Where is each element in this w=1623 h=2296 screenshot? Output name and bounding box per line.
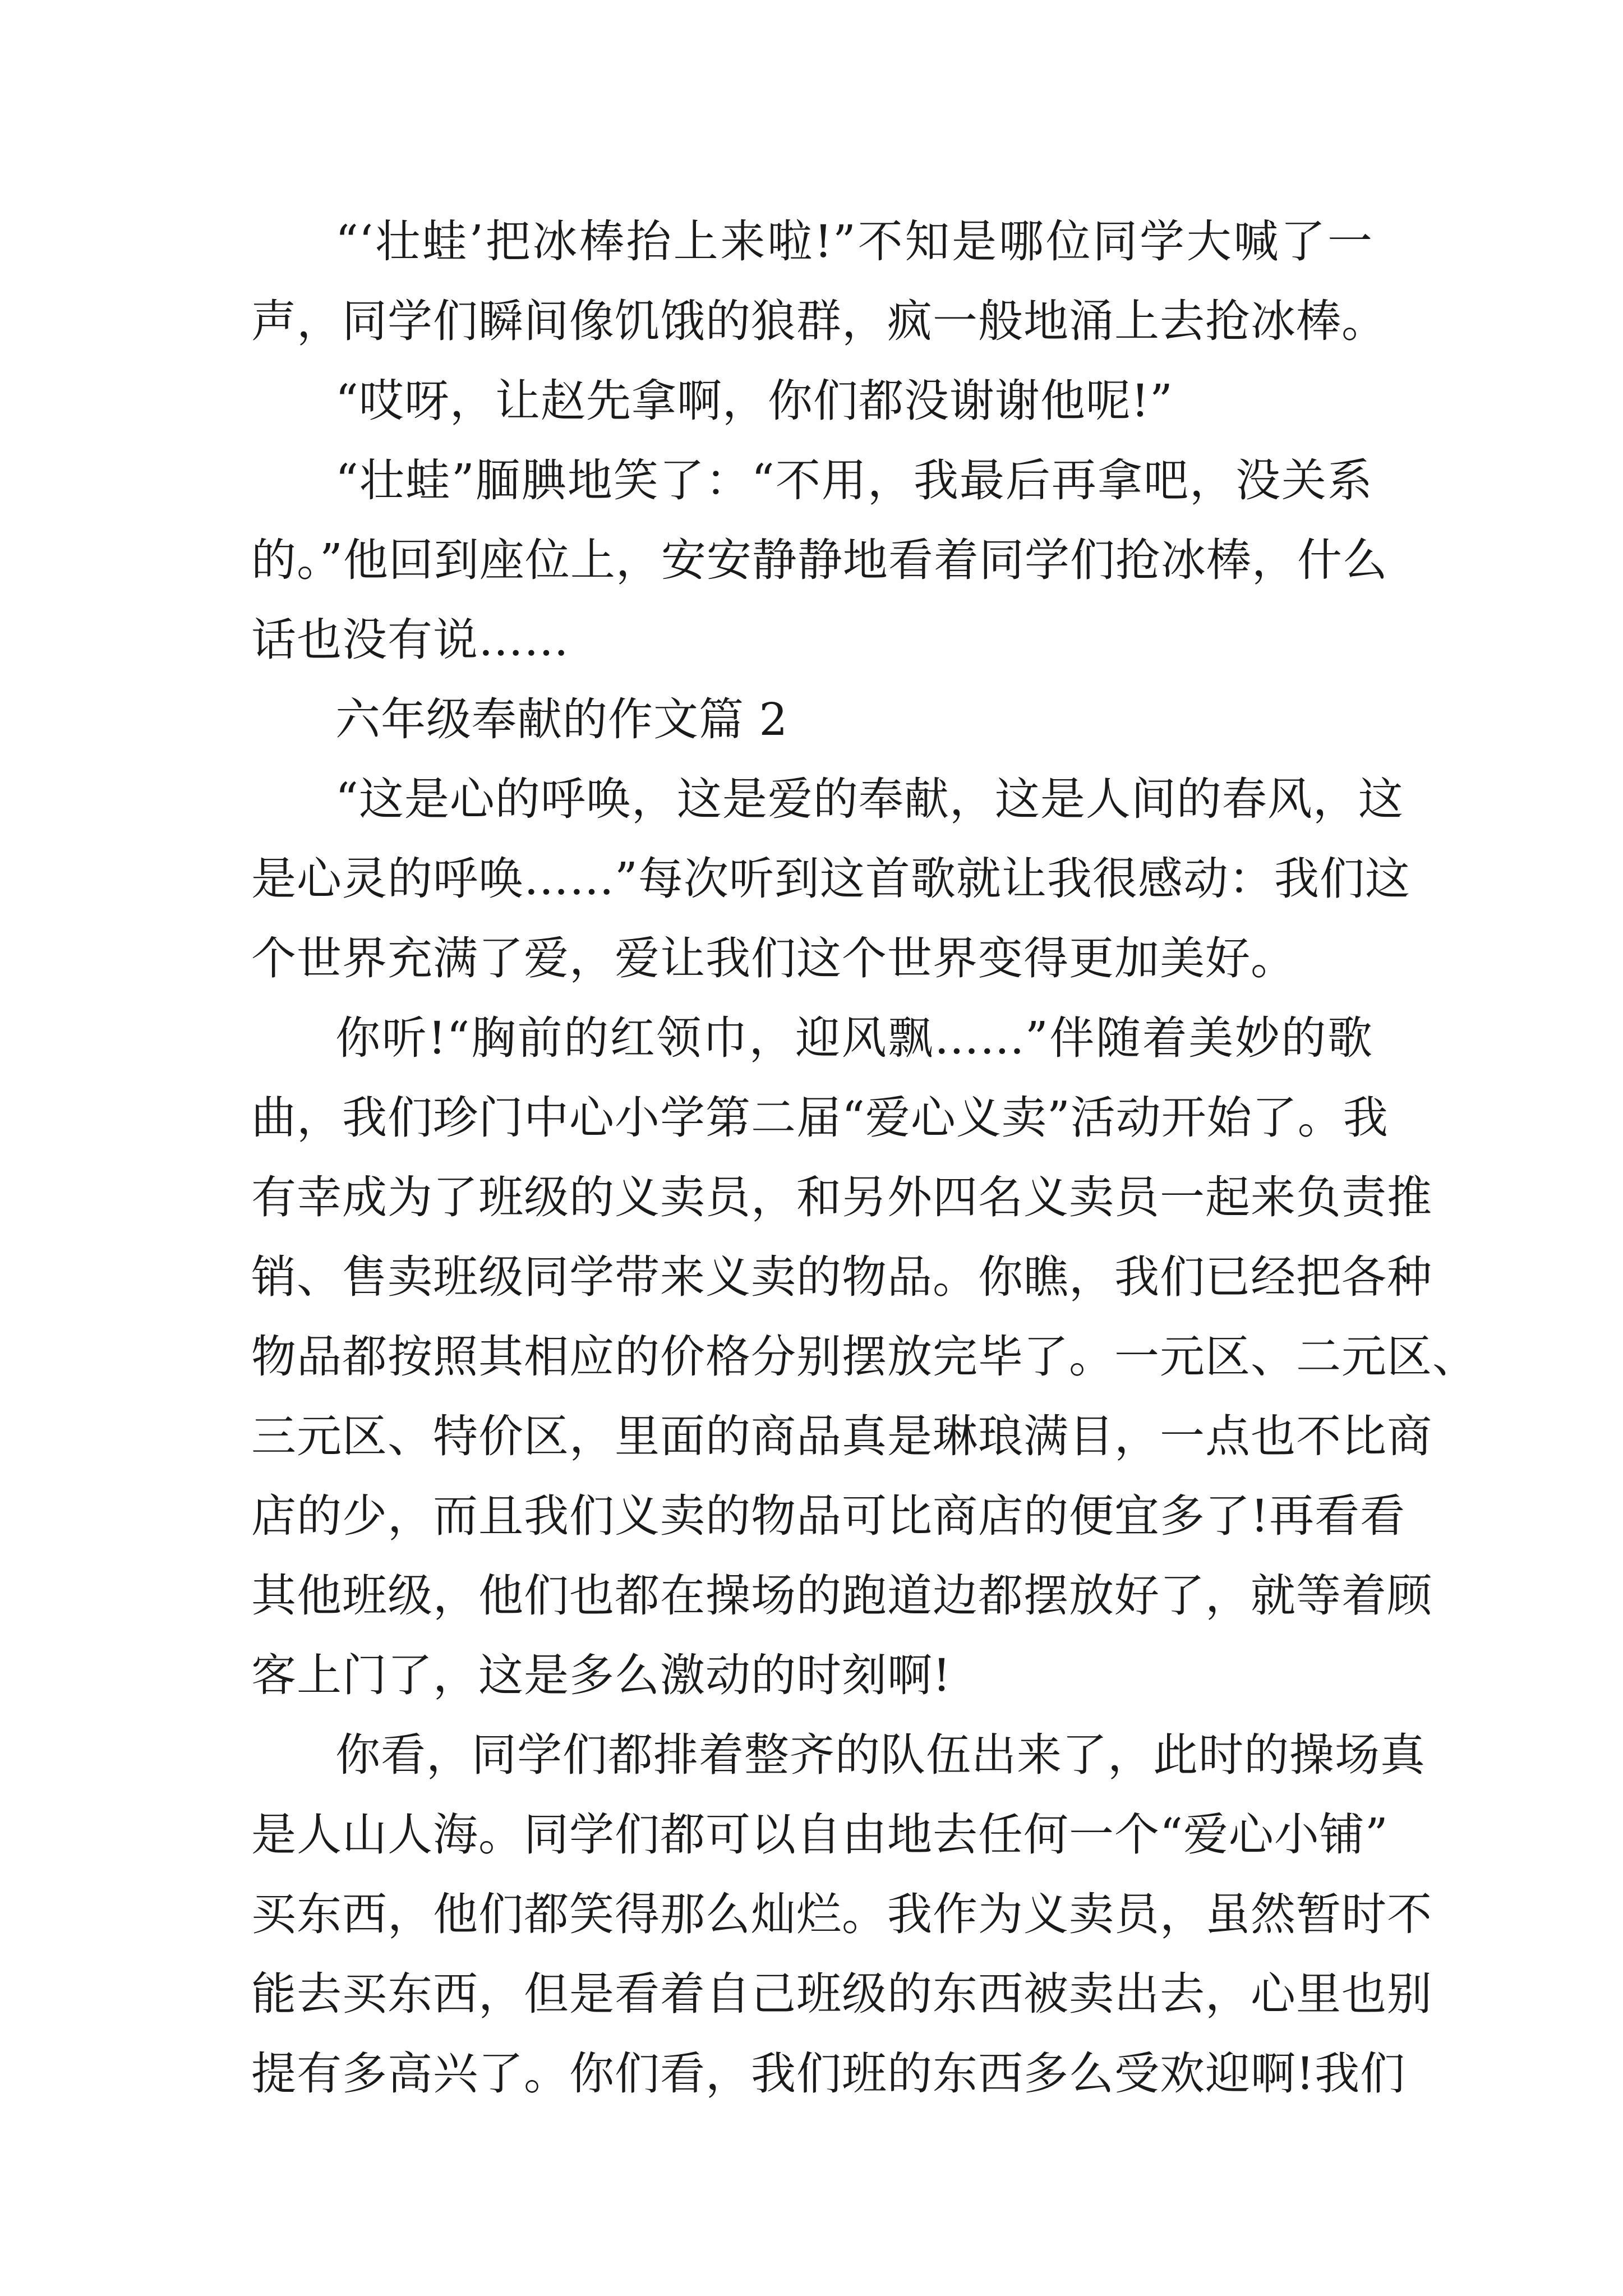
- paragraph-line: 是心灵的呼唤……”每次听到这首歌就让我很感动：我们这: [251, 853, 1410, 905]
- paragraph-line: “‘壮蛙’把冰棒抬上来啦!”不知是哪位同学大喊了一: [335, 215, 1373, 268]
- paragraph-line: 物品都按照其相应的价格分别摆放完毕了。一元区、二元区、: [251, 1331, 1478, 1383]
- paragraph-line: 曲，我们珍门中心小学第二届“爱心义卖”活动开始了。我: [251, 1092, 1389, 1144]
- paragraph-line: 三元区、特价区，里面的商品真是琳琅满目，一点也不比商: [251, 1410, 1432, 1462]
- paragraph-line: 有幸成为了班级的义卖员，和另外四名义卖员一起来负责推: [251, 1171, 1432, 1223]
- essay-text: [251, 202, 1478, 2114]
- paragraph-line: 客上门了，这是多么激动的时刻啊!: [251, 1649, 952, 1701]
- paragraph-line: 其他班级，他们也都在操场的跑道边都摆放好了，就等着顾: [251, 1570, 1432, 1622]
- paragraph-line: 个世界充满了爱，爱让我们这个世界变得更加美好。: [251, 932, 1296, 984]
- paragraph-line: 销、售卖班级同学带来义卖的物品。你瞧，我们已经把各种: [251, 1251, 1432, 1303]
- paragraph-line: 是人山人海。同学们都可以自由地去任何一个“爱心小铺”: [251, 1809, 1389, 1861]
- paragraph-line: 你看，同学们都排着整齐的队伍出来了，此时的操场真: [335, 1729, 1426, 1781]
- paragraph-line: 能去买东西，但是看着自己班级的东西被卖出去，心里也别: [251, 1968, 1432, 2020]
- section-heading: 六年级奉献的作文篇 2: [335, 693, 789, 746]
- paragraph-line: 提有多高兴了。你们看，我们班的东西多么受欢迎啊!我们: [251, 2047, 1406, 2100]
- paragraph-line: “哎呀，让赵先拿啊，你们都没谢谢他呢!”: [335, 375, 1173, 427]
- paragraph-line: “壮蛙”腼腆地笑了：“不用，我最后再拿吧，没关系: [335, 454, 1373, 507]
- paragraph-line: 声，同学们瞬间像饥饿的狼群，疯一般地涌上去抢冰棒。: [251, 295, 1387, 347]
- paragraph-line: 店的少，而且我们义卖的物品可比商店的便宜多了!再看看: [251, 1490, 1406, 1542]
- paragraph-line: 的。”他回到座位上，安安静静地看着同学们抢冰棒，什么: [251, 534, 1388, 586]
- paragraph-line: 买东西，他们都笑得那么灿烂。我作为义卖员，虽然暂时不: [251, 1888, 1432, 1940]
- paragraph-line: 话也没有说……: [251, 614, 569, 666]
- paragraph-line: 你听!“胸前的红领巾，迎风飘……”伴随着美妙的歌: [335, 1012, 1373, 1064]
- paragraph-line: “这是心的呼唤，这是爱的奉献，这是人间的春风，这: [335, 773, 1404, 825]
